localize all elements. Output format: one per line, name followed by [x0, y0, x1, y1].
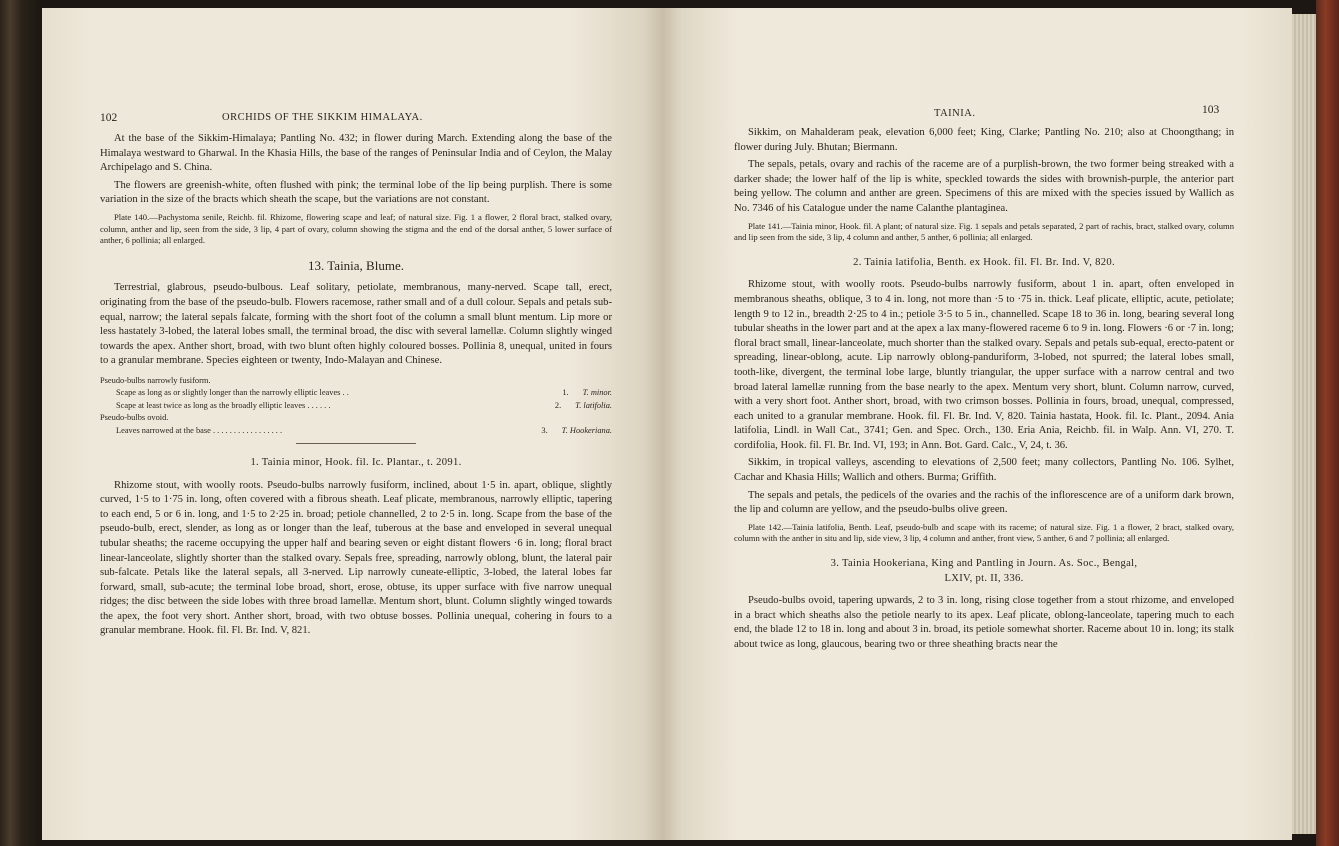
left-page-text [100, 132, 612, 642]
book-cover-edge [1316, 0, 1339, 846]
species-description: Pseudo-bulbs ovoid, tapering upwards, 2 to 3 in. long, rising close together from a stout rhizome, and enveloped in a bract which sheaths also the petiole nearly to its apex. Leaf plicate, oblong-lanceolate, tapering much to each end, the blade 12 to 18 in. long and about 3 in. broad, its petiole somewhat shorter. Raceme about 10 in. long; its stalk about twice as long, glaucous, bearing two or three sheathing bracts near the [734, 595, 1234, 650]
key-number: 1. [562, 388, 569, 398]
running-head-right: TAINIA. [934, 108, 976, 119]
species-key [100, 375, 612, 437]
species-description: Rhizome stout, with woolly roots. Pseudo-bulbs narrowly fusiform, about 1 in. apart, often enveloped in membranous sheaths, oblique, 3 to 4 in. long, not more than ·5 to ·75 in. thick. Leaf plicate, elliptic, acute, petiolate; length 9 to 12 in., breadth 2·25 to 4 in.; petiole 3·5 to 5 in., channelled. Scape 18 to 36 in. long, bearing several long tubular sheaths in the lower part and at the apex a lax many-flowered raceme 6 to 9 in. long. Flowers ·6 or ·7 in. long; floral bract small, linear-lanceolate, much shorter than the stalked ovary. Sepals and petals sub-equal, erecto-patent or spreading, linear-oblong, acute. Lip narrowly oblong-panduriform, 3-lobed, not spurred; the lateral lobes small, tooth-like, divergent, the terminal lobe large, bluntly triangular, the upper surface with a narrow central and two broad lateral lamellæ running from the base nearly to the apex. Mentum very short, blunt. Column narrow, curved, with a very short foot. Anther short, broad, with two crimson bosses. Pollinia in fours, broad, unequal, compressed, each united to a granular membrane. Hook. fil. Fl. Br. Ind. V, 820. Tainia hastata, Hook. fil. Ic. Plant., 2094. Ania latifolia, Lindl. in Wall Cat., 3741; Gen. and Spec. Orch., 130. Eria Ania, Reichb. fil. in Walp. Ann. VI, 270. T. cordifolia, Hook. fil. Fl. Br. Ind. VI, 193; in Ann. Bot. Gard. Calc., V, 24, t. 36. [734, 279, 1234, 451]
right-page [662, 8, 1292, 840]
key-species: T. minor. [582, 388, 612, 398]
right-page-text [734, 126, 1234, 656]
paragraph: At the base of the Sikkim-Himalaya; Pantling No. 432; in flower during March. Extending along the base of the Himalaya westward to Gharwal. In the Khasia Hills, the base of the ranges of Peninsular India and of Ceylon, the Malay Archipelago and S. China. [100, 133, 612, 174]
species-heading: 1. Tainia minor, Hook. fil. Ic. Plantar., t. 2091. [250, 456, 462, 468]
key-species: T. latifolia. [575, 400, 612, 410]
species-heading: 3. Tainia Hookeriana, King and Pantling in Journ. As. Soc., Bengal, [830, 558, 1138, 570]
paragraph: The sepals, petals, ovary and rachis of the raceme are of a purplish-brown, the two former being streaked with a darker shade; the lower half of the lip is white, speckled towards the sides with brownish-purple, the anterior part being yellow. The column and anther are green. Specimens of this are mixed with the species issued by Wallich as No. 7346 of his Catalogue under the name Calanthe plantaginea. [734, 159, 1234, 214]
paragraph: The flowers are greenish-white, often flushed with pink; the terminal lobe of the lip being purplish. There is some variation in the size of the bracts which sheath the scape, but the variations are not constant. [100, 179, 612, 206]
divider [296, 443, 416, 444]
page-edges [1292, 14, 1316, 834]
key-number: 2. [554, 400, 562, 410]
key-line: Pseudo-bulbs ovoid. [100, 413, 169, 423]
key-number: 3. [541, 425, 548, 435]
key-line: Scape as long as or slightly longer than the narrowly elliptic leaves . . [116, 388, 349, 398]
plate-caption: Plate 142.—Tainia latifolia, Benth. Leaf, pseudo-bulb and scape with its raceme; of natural size. Fig. 1 a flower, 2 bract, stalked ovary, column with the anther in situ and lip, side view, 3 lip, 4 column and anther, front view, 5 anther, 6 and 7 pollinia; all enlarged. [734, 521, 1234, 544]
genus-description: Terrestrial, glabrous, pseudo-bulbous. Leaf solitary, petiolate, membranous, many-nerved. Scape tall, erect, originating from the base of the pseudo-bulb. Flowers racemose, rather small and of a dull colour. Sepals and petals sub-equal, narrow; the lateral sepals falcate, forming with the short foot of the column a small blunt mentum. Lip more or less hastately 3-lobed, the lateral lobes small, the terminal broad, the disc with several lamellæ. Column slightly winged towards the apex. Anther short, broad, with two blunt often highly coloured bosses. Pollinia 8, unequal, united in fours to a granular membrane. Species eighteen or twenty, Indo-Malayan and Chinese. [100, 282, 612, 367]
paragraph: Sikkim, on Mahalderam peak, elevation 6,000 feet; King, Clarke; Pantling No. 210; also at Choongthang; in flower during July. Bhutan; Biermann. [734, 127, 1234, 153]
left-page [42, 8, 662, 840]
paragraph: The sepals and petals, the pedicels of the ovaries and the rachis of the inflorescence are of a uniform dark brown, the lip and column are yellow, and the pseudo-bulbs olive green. [734, 489, 1234, 516]
key-line: Pseudo-bulbs narrowly fusiform. [100, 375, 211, 385]
key-line: Scape at least twice as long as the broadly elliptic leaves . . . . . . [116, 400, 331, 410]
species-description: Rhizome stout, with woolly roots. Pseudo-bulbs narrowly fusiform, inclined, about 1·5 in. apart, oblique, slightly curved, 1·5 to 1·75 in. long, often covered with a fibrous sheath. Leaf plicate, membranous, narrowly elliptic, tapering to each end, 5 or 6 in. long, and 1·5 to 2·25 in. broad; petiole channelled, 2 to 2·5 in. long. Scape from the base of the pseudo-bulb, erect, slender, as long as or longer than the leaf, tuberous at the base and enveloped in several unequal tubular sheaths; the raceme occupying the upper half and bearing seven or eight distant flowers ·6 in. long; floral bract linear-lanceolate, slightly shorter than the stalked ovary. Sepals free, spreading, narrowly oblong, blunt, the lateral pair sub-falcate. Petals like the lateral sepals, all 3-nerved. Lip narrowly cuneate-elliptic, 3-lobed, the lateral lobes far forward, small, sub-acute; the terminal lobe broad, short, erose, obtuse, its upper surface with five narrow unequal ridges; the disc between the side lobes with three broad lamellæ. Mentum short, blunt. Column slightly winged towards the apex, the foot very short. Anther short, broad, with two obtuse bosses. Pollinia unequal, cohering in fours to a granular membrane. Hook. fil. Fl. Br. Ind. V, 821. [100, 479, 612, 637]
key-line: Leaves narrowed at the base . . . . . . . . . . . . . . . . . [116, 425, 283, 435]
running-head-left: ORCHIDS OF THE SIKKIM HIMALAYA. [222, 112, 423, 123]
page-number-left: 102 [100, 112, 118, 124]
paragraph: Sikkim, in tropical valleys, ascending to elevations of 2,500 feet; many collectors, Pantling No. 106. Sylhet, Cachar and Khasia Hills; Wallich and others. Burma; Griffith. [734, 457, 1234, 484]
plate-caption: Plate 140.—Pachystoma senile, Reichb. fil. Rhizome, flowering scape and leaf; of natural size. Fig. 1 a flower, 2 floral bract, stalked ovary, column, anther and lip, seen from the side, 3 lip, 4 part of ovary, column showing the stigma and the end of the dorsal anther, 5 lower surface of anther, 6 pollinia; all enlarged. [100, 211, 612, 246]
plate-caption: Plate 141.—Tainia minor, Hook. fil. A plant; of natural size. Fig. 1 sepals and petals separated, 2 part of rachis, bract, stalked ovary, column and lip seen from the side, 3 lip, 4 column and anther, 5 anther, 6 pollinia; all enlarged. [734, 220, 1234, 243]
page-number-right: 103 [1202, 104, 1220, 116]
species-heading: 2. Tainia latifolia, Benth. ex Hook. fil. Fl. Br. Ind. V, 820. [853, 256, 1115, 268]
species-heading-continued: LXIV, pt. II, 336. [944, 572, 1024, 584]
genus-heading: 13. Tainia, Blume. [308, 257, 404, 273]
key-species: T. Hookeriana. [561, 425, 612, 435]
